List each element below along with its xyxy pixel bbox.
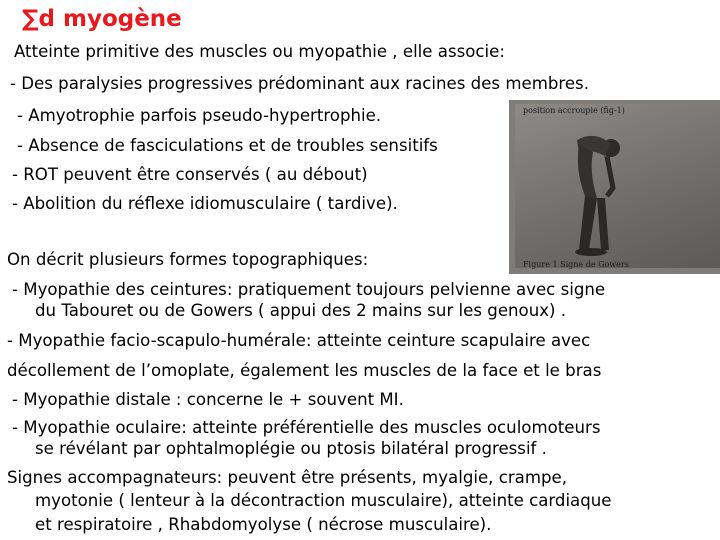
text-line: - Abolition du réflexe idiomusculaire ( tardive). [12,194,398,213]
text-line: Atteinte primitive des muscles ou myopathie , elle associe: [14,42,505,61]
text-line: - Des paralysies progressives prédominant aux racines des membres. [10,74,589,93]
text-line: - ROT peuvent être conservés ( au débout) [12,165,368,184]
text-line: - Myopathie facio-scapulo-humérale: atteinte ceinture scapulaire avec [7,331,591,350]
text-line: myotonie ( lenteur à la décontraction musculaire), atteinte cardiaque [35,491,612,510]
text-line: du Tabouret ou de Gowers ( appui des 2 mains sur les genoux) . [35,301,567,320]
gowers-sign-photo [509,100,720,274]
figure-caption-top: position accroupie (fig-1) [523,106,625,115]
text-line: - Absence de fasciculations et de troubles sensitifs [17,136,438,155]
text-line: - Amyotrophie parfois pseudo-hypertrophie. [17,106,382,125]
text-line: Signes accompagnateurs: peuvent être présents, myalgie, crampe, [7,468,568,487]
slide-title: ∑d myogène [22,6,182,32]
text-line: - Myopathie oculaire: atteinte préférentielle des muscles oculomoteurs [12,418,601,437]
bent-figure-illustration [509,100,720,274]
text-line: - Myopathie distale : concerne le + souvent MI. [12,390,404,409]
figure-caption-bottom: Figure 1 Signe de Gowers [523,260,629,269]
text-line: et respiratoire , Rhabdomyolyse ( nécrose musculaire). [35,515,492,534]
text-line: se révélant par ophtalmoplégie ou ptosis bilatéral progressif . [35,439,547,458]
text-line: On décrit plusieurs formes topographiques: [7,250,369,269]
text-line: - Myopathie des ceintures: pratiquement toujours pelvienne avec signe [12,280,606,299]
text-line: décollement de l’omoplate, également les muscles de la face et le bras [7,361,602,380]
